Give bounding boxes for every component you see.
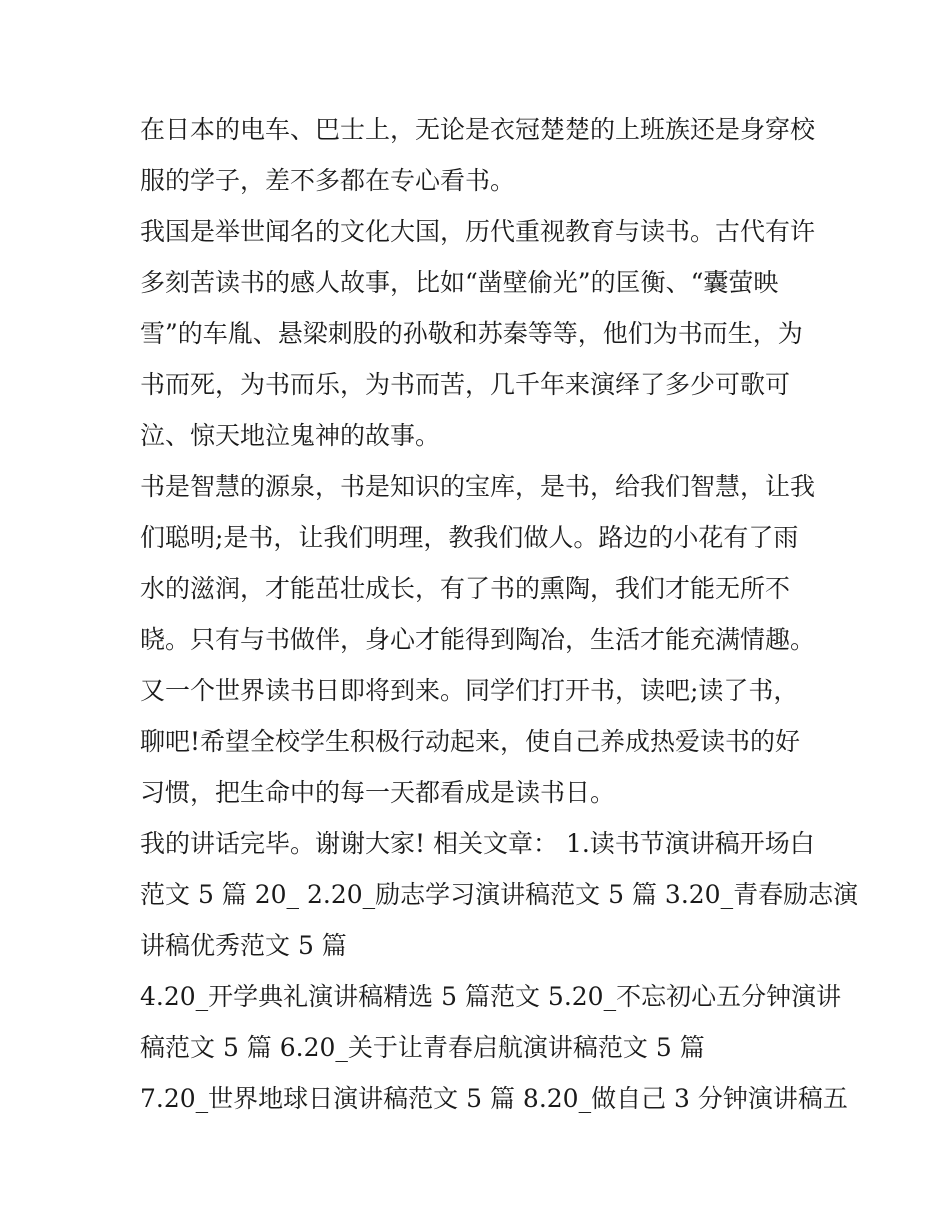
text-line: 书而死，为书而乐，为书而苦，几千年来演绎了多少可歌可 <box>140 370 791 399</box>
body-text <box>140 104 859 1124</box>
text-line: 讲稿优秀范文 5 篇 <box>140 931 347 960</box>
text-line: 书是智慧的源泉，书是知识的宝库，是书，给我们智慧，让我 <box>140 472 816 501</box>
text-line: 稿范文 5 篇 6.20_关于让青春启航演讲稿范文 5 篇 <box>140 1033 705 1062</box>
text-line: 服的学子，差不多都在专心看书。 <box>140 166 516 195</box>
text-line: 在日本的电车、巴士上，无论是衣冠楚楚的上班族还是身穿校 <box>140 115 816 144</box>
text-line: 又一个世界读书日即将到来。同学们打开书，读吧;读了书， <box>140 676 799 705</box>
text-line: 习惯，把生命中的每一天都看成是读书日。 <box>140 778 616 807</box>
text-line: 晓。只有与书做伴，身心才能得到陶冶，生活才能充满情趣。 <box>140 625 816 654</box>
text-line: 多刻苦读书的感人故事，比如“凿壁偷光”的匡衡、“囊萤映 <box>140 268 779 297</box>
text-line: 我的讲话完毕。谢谢大家! 相关文章： 1.读书节演讲稿开场白 <box>140 829 815 858</box>
text-line: 我国是举世闻名的文化大国，历代重视教育与读书。古代有许 <box>140 217 816 246</box>
text-line: 雪”的车胤、悬梁刺股的孙敬和苏秦等等，他们为书而生，为 <box>140 319 803 348</box>
text-line: 4.20_开学典礼演讲稿精选 5 篇范文 5.20_不忘初心五分钟演讲 <box>140 982 842 1011</box>
text-line: 聊吧!希望全校学生积极行动起来，使自己养成热爱读书的好 <box>140 727 801 756</box>
text-line: 们聪明;是书，让我们明理，教我们做人。路边的小花有了雨 <box>140 523 799 552</box>
text-line: 水的滋润，才能茁壮成长，有了书的熏陶，我们才能无所不 <box>140 574 791 603</box>
text-line: 范文 5 篇 20_ 2.20_励志学习演讲稿范文 5 篇 3.20_青春励志演 <box>140 880 859 909</box>
text-line: 7.20_世界地球日演讲稿范文 5 篇 8.20_做自己 3 分钟演讲稿五 <box>140 1084 848 1113</box>
text-line: 泣、惊天地泣鬼神的故事。 <box>140 421 441 450</box>
